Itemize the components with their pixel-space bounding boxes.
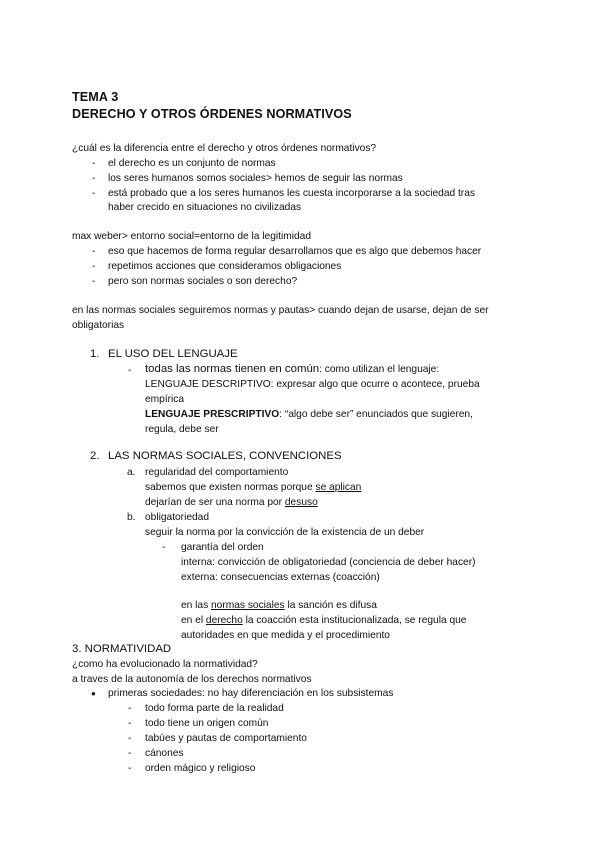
title-line-1: TEMA 3 [72,90,119,104]
bullet-dash: - [128,365,132,376]
weber-heading: max weber> entorno social=entorno de la legitimidad [72,231,311,242]
section-3-question: ¿como ha evolucionado la normatividad? [72,659,258,670]
obligatoriness-line: seguir la norma por la convicción de la existencia de un deber [145,527,425,538]
section-1-number: 1. [90,348,100,360]
underlined-normas-sociales: normas sociales [211,600,285,611]
bullet-dash: - [128,733,132,744]
bullet-dash: - [92,173,96,184]
bullet-dash: - [128,703,132,714]
norms-paragraph-line: en las normas sociales seguiremos normas y pautas> cuando dejan de usarse, dejan de ser [72,305,489,316]
section-3-item: orden mágico y religioso [145,763,256,774]
bullet-dot: ● [91,689,96,698]
section-3-title: 3. NORMATIVIDAD [72,643,172,655]
social-norms-text: en las [181,600,212,611]
prescriptive-language [145,408,473,421]
bullet-dash: - [92,246,96,257]
weber-bullet: eso que hacemos de forma regular desarrollamos que es algo que debemos hacer [108,246,482,257]
intro-question: ¿cuál es la diferencia entre el derecho y otros órdenes normativos? [72,143,377,154]
prescriptive-text: : “algo debe ser” enunciados que sugieren, [279,409,473,420]
regularity-line-1 [145,481,361,494]
bullet-dash: - [92,276,96,287]
section-3-item: cánones [145,748,184,759]
law-line [181,614,466,627]
descriptive-language-continuation: empírica [145,394,185,405]
intro-bullet-continuation: haber crecido en situaciones no civilizadas [108,202,302,213]
regularity-line-2 [145,496,318,509]
section-3-answer: a traves de la autonomía de los derechos normativos [72,674,312,685]
list-marker-a: a. [127,467,136,478]
interna-line: interna: convicción de obligatoriedad (conciencia de deber hacer) [181,557,476,568]
regularity-text: dejarían de ser una norma por [145,497,285,508]
weber-bullet: repetimos acciones que consideramos obligaciones [108,261,342,272]
section-1-bullet-lead: todas las normas tienen en común [145,363,320,375]
intro-bullet: los seres humanos somos sociales> hemos de seguir las normas [108,173,403,184]
social-norms-line [181,599,377,612]
regularity-text: sabemos que existen normas porque [145,482,316,493]
guarantee-label: garantía del orden [181,542,264,553]
underlined-derecho: derecho [205,615,243,626]
list-marker-b: b. [127,512,136,523]
intro-bullet: el derecho es un conjunto de normas [108,158,276,169]
section-3-item: todo forma parte de la realidad [145,703,284,714]
intro-bullet: está probado que a los seres humanos les cuesta incorporarse a la sociedad tras [108,188,475,199]
prescriptive-label: LENGUAJE PRESCRIPTIVO [145,409,280,420]
law-text: en el [181,615,206,626]
law-line-continuation: autoridades en que medida y el procedimiento [181,630,390,641]
externa-line: externa: consecuencias externas (coacción) [181,572,380,583]
section-3-item: todo tiene un origen común [145,718,269,729]
prescriptive-continuation: regula, debe ser [145,424,219,435]
law-text: la coacción esta institucionalizada, se regula que [242,615,467,626]
bullet-dash: - [128,763,132,774]
section-3-item: tabúes y pautas de comportamiento [145,733,307,744]
obligatoriness-label: obligatoriedad [145,512,210,523]
section-1-bullet-rest: : como utilizan el lenguaje: [319,364,440,375]
bullet-dash: - [92,188,96,199]
section-1-title: EL USO DEL LENGUAJE [108,348,238,360]
descriptive-language: LENGUAJE DESCRIPTIVO: expresar algo que ocurre o acontece, prueba [145,379,480,390]
section-2-title: LAS NORMAS SOCIALES, CONVENCIONES [108,450,342,462]
section-3-bullet: primeras sociedades: no hay diferenciación en los subsistemas [108,688,394,699]
underlined-se-aplican: se aplican [315,482,362,493]
title-line-2: DERECHO Y OTROS ÓRDENES NORMATIVOS [72,107,352,121]
bullet-dash: - [92,261,96,272]
bullet-dash: - [92,158,96,169]
weber-bullet: pero son normas sociales o son derecho? [108,276,298,287]
regularity-label: regularidad del comportamiento [145,467,289,478]
bullet-dash: - [162,542,166,553]
norms-paragraph-line: obligatorias [72,320,125,331]
section-1-bullet [145,363,439,376]
underlined-desuso: desuso [284,497,318,508]
section-2-number: 2. [90,450,100,462]
bullet-dash: - [128,718,132,729]
bullet-dash: - [128,748,132,759]
social-norms-text: la sanción es difusa [284,600,377,611]
